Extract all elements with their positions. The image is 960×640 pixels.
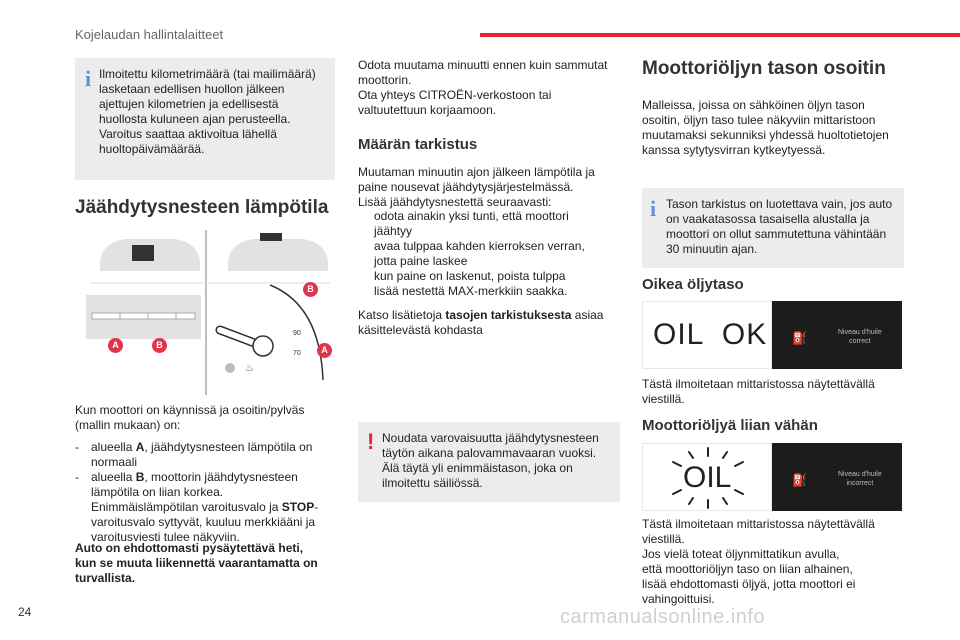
info-box-mileage-text: Ilmoitettu kilometrimäärä (tai mailimäärä) lasketaan edellisen huollon jälkeen ajettujen kilometrien ja edellisestä huollosta kuluneen ajan perusteella. Varoitus saattaa aktivoitua lähellä huoltopäivämäärää. bbox=[99, 67, 316, 156]
coolant-temperature-heading: Jäähdytysnesteen lämpötila bbox=[75, 197, 329, 218]
oil-low-label: OIL bbox=[683, 461, 732, 494]
low-oil-heading: Moottoriöljyä liian vähän bbox=[642, 417, 818, 434]
cluster-left-icon bbox=[100, 239, 200, 271]
stop-warning-bold-text: Auto on ehdottomasti pysäytettävä heti, kun se muuta liikennettä vaarantamatta on turvallista. bbox=[75, 541, 318, 585]
oil-can-icon: ⛽ bbox=[792, 473, 807, 487]
header-accent-rule bbox=[480, 33, 960, 37]
warning-box-burn bbox=[358, 422, 620, 502]
bar-gauge-icon bbox=[86, 295, 201, 339]
list-item: odota ainakin yksi tunti, että moottori jäähtyy bbox=[374, 209, 569, 238]
info-box-mileage bbox=[75, 58, 335, 180]
zone-a-badge-bar: A bbox=[108, 338, 123, 353]
oil-ok-display bbox=[642, 301, 902, 369]
list-item: kun paine on laskenut, poista tulppa bbox=[374, 269, 566, 283]
oil-ok-panel bbox=[642, 301, 772, 369]
list-item: avaa tulppaa kahden kierroksen verran, jotta paine laskee bbox=[374, 239, 585, 268]
svg-text:90: 90 bbox=[293, 330, 301, 337]
correct-oil-caption: Tästä ilmoitetaan mittaristossa näytettävällä viestillä. bbox=[642, 377, 875, 406]
zone-a-badge-needle: A bbox=[317, 343, 332, 358]
oil-ok-label: OIL OK bbox=[653, 318, 768, 351]
list-item: - alueella B, moottorin jäähdytysnesteen lämpötila on liian korkea. Enimmäislämpötilan varoitusvalo ja STOP- varoitusvalo syttyvät, kuuluu merkkiääni ja varoitusviesti tulee näkyviin. bbox=[75, 470, 319, 544]
more-info-text: Katso lisätietoja tasojen tarkistuksesta asiaa käsittelevästä kohdasta bbox=[358, 308, 604, 337]
refill-steps-list bbox=[358, 209, 628, 299]
info-icon: i bbox=[650, 196, 657, 221]
watermark-text: carmanualsonline.info bbox=[560, 606, 766, 628]
svg-text:70: 70 bbox=[293, 350, 301, 357]
oil-ok-message: Niveau d'huile correct bbox=[838, 329, 882, 345]
low-oil-caption: Tästä ilmoitetaan mittaristossa näytettävällä viestillä. Jos vielä toteat öljynmittatikun avulla, että moottoriöljyn taso on liian alhainen, lisää ehdottomasti öljyä, jotta moottori ei vahingoittuisi. bbox=[642, 517, 875, 606]
coolant-zone-list bbox=[75, 440, 345, 545]
svg-text:♨: ♨ bbox=[245, 363, 254, 374]
running-header: Kojelaudan hallintalaitteet bbox=[75, 27, 224, 42]
info-box-oil-check-text: Tason tarkistus on luotettava vain, jos auto on vaakatasossa tasaisella alustalla ja moottori on ollut sammutettuna vähintään 30 minuutin ajan. bbox=[666, 197, 893, 256]
zone-b-badge-top: B bbox=[303, 282, 318, 297]
list-item: - alueella A, jäähdytysnesteen lämpötila on normaali bbox=[75, 440, 313, 469]
warning-icon: ! bbox=[367, 429, 375, 454]
cluster-right-icon bbox=[228, 233, 328, 271]
oil-low-display bbox=[642, 443, 902, 511]
info-icon: i bbox=[85, 66, 92, 91]
correct-oil-level-heading: Oikea öljytaso bbox=[642, 276, 744, 293]
page-number: 24 bbox=[18, 605, 32, 619]
oil-level-intro: Malleissa, joissa on sähköinen öljyn tason osoitin, öljyn taso tulee näkyviin mittaristoon muutamaksi sekunniksi yhdessä huoltotietojen kanssa sytytysvirran kytkeytyessä. bbox=[642, 98, 889, 157]
oil-low-panel bbox=[642, 443, 772, 511]
oil-low-message: Niveau d'huile incorrect bbox=[838, 471, 882, 487]
oil-low-message-panel bbox=[772, 443, 902, 511]
level-check-heading: Määrän tarkistus bbox=[358, 136, 478, 153]
coolant-intro-text: Kun moottori on käynnissä ja osoitin/pylväs (mallin mukaan) on: bbox=[75, 403, 305, 432]
zone-b-badge-bar: B bbox=[152, 338, 167, 353]
wait-before-stop-text: Odota muutama minuutti ennen kuin sammutat moottorin. Ota yhteys CITROËN-verkostoon tai valtuutettuun korjaamoon. bbox=[358, 58, 608, 117]
list-item: lisää nestettä MAX-merkkiin saakka. bbox=[374, 284, 568, 298]
info-box-oil-check bbox=[642, 188, 904, 268]
level-check-intro: Muutaman minuutin ajon jälkeen lämpötila ja paine nousevat jäähdytysjärjestelmässä. Lisää jäähdytysnestettä seuraavasti: bbox=[358, 165, 595, 209]
coolant-gauge-illustration bbox=[80, 225, 340, 400]
oil-level-indicator-heading: Moottoriöljyn tason osoitin bbox=[642, 58, 886, 79]
needle-gauge-icon bbox=[220, 285, 323, 380]
oil-can-icon: ⛽ bbox=[792, 331, 807, 345]
warning-box-burn-text: Noudata varovaisuutta jäähdytysnesteen täytön aikana palovammavaaran vuoksi. Älä täytä yli enimmäistason, joka on ilmoitettu säiliössä. bbox=[382, 431, 599, 490]
oil-ok-message-panel bbox=[772, 301, 902, 369]
